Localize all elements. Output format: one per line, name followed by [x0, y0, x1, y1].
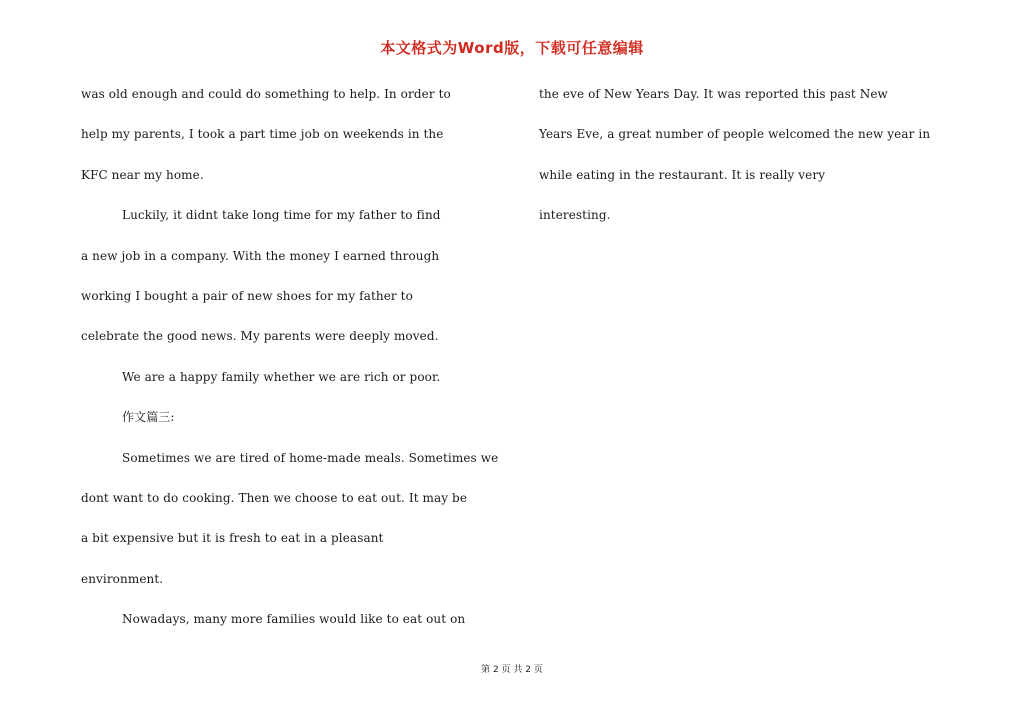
text-line: KFC near my home.	[81, 167, 204, 182]
text-line: working I bought a pair of new shoes for my father to	[81, 288, 413, 303]
text-line: a new job in a company. With the money I earned through	[81, 248, 440, 263]
text-line: the eve of New Years Day. It was reported this past New	[539, 87, 888, 101]
text-line: Luckily, it didnt take long time for my father to find	[122, 208, 441, 223]
text-line: dont want to do cooking. Then we choose to eat out. It may be	[81, 490, 468, 505]
left-text-column	[81, 80, 511, 645]
right-text-column	[539, 80, 969, 242]
text-line: was old enough and could do something to help. In order to	[81, 87, 451, 101]
text-line: Nowadays, many more families would like to eat out on	[122, 612, 466, 627]
text-line: help my parents, I took a part time job on weekends in the	[81, 127, 444, 142]
text-line: interesting.	[539, 208, 611, 223]
text-line: celebrate the good news. My parents were deeply moved.	[81, 329, 439, 344]
text-line: Years Eve, a great number of people welcomed the new year in	[539, 127, 931, 142]
page-number-footer: 第 2 页 共 2 页	[481, 665, 543, 675]
text-line: environment.	[81, 571, 164, 586]
document-banner: 本文格式为Word版，下载可任意编辑	[380, 39, 644, 57]
text-line: Sometimes we are tired of home-made meals. Sometimes we	[122, 450, 499, 465]
text-line: a bit expensive but it is fresh to eat in a pleasant	[81, 531, 384, 546]
section-heading: 作文篇三:	[122, 410, 175, 425]
text-line: We are a happy family whether we are rich or poor.	[122, 369, 441, 384]
text-line: while eating in the restaurant. It is really very	[539, 167, 826, 182]
